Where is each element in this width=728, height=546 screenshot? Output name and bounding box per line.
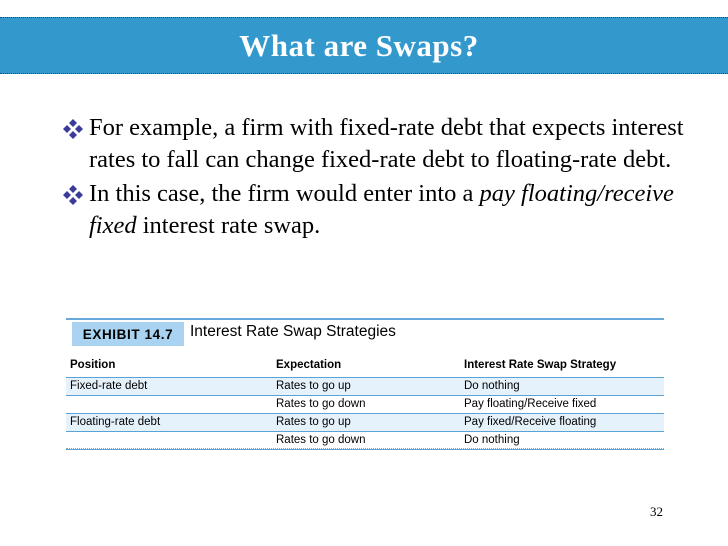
table-cell: Floating-rate debt — [66, 414, 272, 432]
table-cell: Do nothing — [464, 434, 520, 446]
diamond-bullet-icon — [62, 118, 84, 140]
slide-title-bar — [0, 17, 728, 74]
swap-strategy-table — [66, 357, 664, 450]
exhibit-bottom-rule — [66, 448, 664, 449]
table-row — [66, 378, 664, 396]
bullet-item-2 — [62, 178, 702, 242]
bullet-item-1 — [62, 112, 702, 176]
table-row — [66, 432, 664, 450]
table-row — [66, 414, 664, 432]
exhibit-title: Interest Rate Swap Strategies — [190, 323, 396, 340]
exhibit-top-rule — [66, 318, 664, 320]
bullet-list — [62, 112, 702, 244]
table-cell: Rates to go up — [272, 414, 460, 432]
bullet-text: For example, a firm with fixed-rate debt that expects interest rates to fall can change fixed-rate debt to floating-rate debt. — [89, 114, 684, 173]
bullet-text-italic: pay floating/receive fixed — [89, 180, 674, 239]
diamond-bullet-icon — [62, 184, 84, 206]
slide-title: What are Swaps? — [239, 27, 479, 63]
column-header: Position — [70, 359, 116, 371]
table-cell: Rates to go down — [276, 398, 366, 410]
table-cell: Pay floating/Receive fixed — [464, 398, 597, 410]
column-header: Interest Rate Swap Strategy — [464, 359, 617, 371]
table-cell: Rates to go up — [272, 378, 460, 396]
bullet-text-before: In this case, the firm would enter into a — [89, 180, 480, 207]
table-cell: Rates to go down — [276, 434, 366, 446]
table-cell — [66, 396, 272, 414]
table-cell: Fixed-rate debt — [66, 378, 272, 396]
table-cell: Pay fixed/Receive floating — [460, 414, 664, 432]
exhibit-badge: EXHIBIT 14.7 — [72, 322, 184, 346]
table-cell — [66, 432, 272, 450]
table-cell: Do nothing — [460, 378, 664, 396]
table-row — [66, 396, 664, 414]
page-number: 32 — [650, 504, 663, 519]
bullet-text-after: interest rate swap. — [136, 212, 321, 239]
exhibit-table-figure — [66, 318, 664, 452]
column-header: Expectation — [276, 359, 342, 371]
table-header-row — [66, 357, 664, 378]
